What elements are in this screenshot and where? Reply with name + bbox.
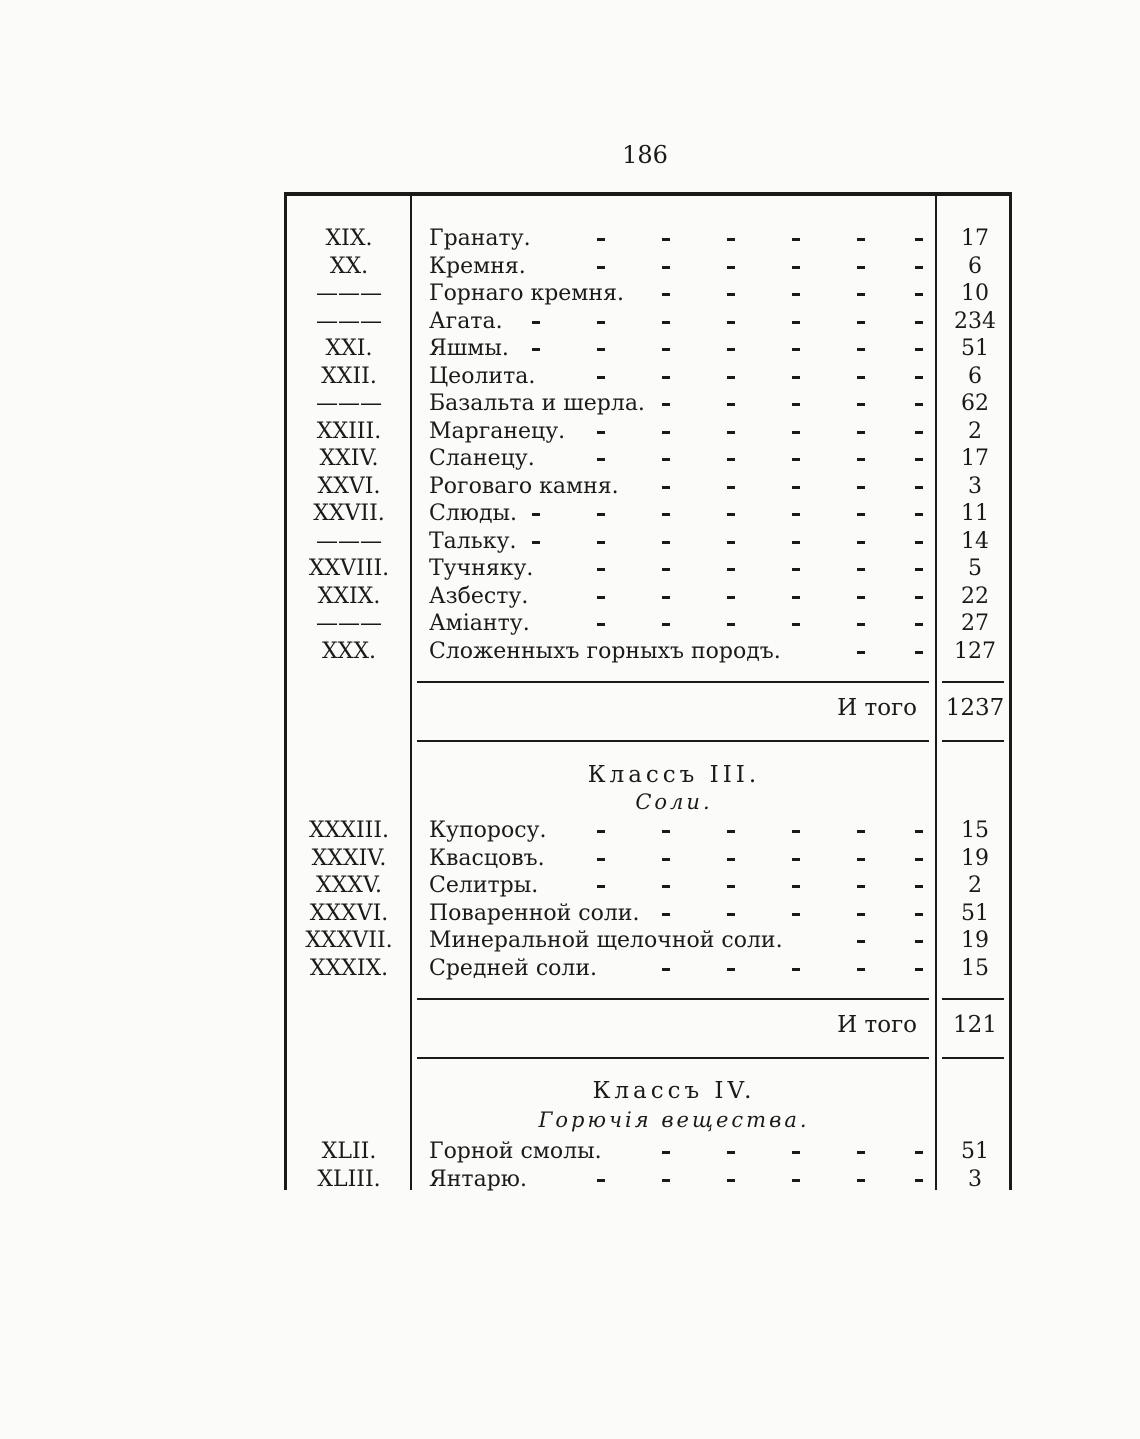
leader-dash (727, 431, 735, 434)
leader-dash (792, 348, 800, 351)
row-number: ——— (316, 281, 382, 306)
leader-dash (727, 913, 735, 916)
table-row (287, 363, 1009, 390)
row-number: ——— (316, 391, 382, 416)
leader-dashes (429, 253, 919, 280)
divider-rule (942, 998, 1004, 1000)
row-value: 17 (961, 446, 989, 471)
leader-dash (857, 596, 865, 599)
row-value: 2 (968, 873, 982, 898)
leader-dashes (429, 1138, 919, 1165)
leader-dash (792, 1151, 800, 1154)
table-row (287, 528, 1009, 555)
leader-dashes (429, 308, 919, 335)
leader-dash (915, 651, 923, 654)
row-name: Гранату. (429, 226, 531, 251)
leader-dash (727, 376, 735, 379)
leader-dash (532, 513, 540, 516)
leader-dash (727, 541, 735, 544)
leader-dash (727, 238, 735, 241)
page-number: 186 (622, 141, 668, 169)
row-name: Сложенныхъ горныхъ породъ. (429, 638, 781, 664)
leader-dash (857, 376, 865, 379)
row-number: XLII. (321, 1139, 377, 1164)
row-value: 62 (961, 391, 989, 416)
divider-rule (417, 740, 929, 742)
leader-dash (727, 513, 735, 516)
table-row (287, 500, 1009, 527)
leader-dash (792, 830, 800, 833)
leader-dashes (429, 900, 919, 927)
leader-dash (662, 568, 670, 571)
leader-dashes (429, 225, 919, 252)
leader-dash (857, 431, 865, 434)
leader-dash (915, 885, 923, 888)
row-name: Слюды. (429, 501, 518, 526)
leader-dashes (429, 955, 919, 982)
table-row (287, 335, 1009, 362)
leader-dash (915, 458, 923, 461)
leader-dash (792, 596, 800, 599)
class3-title: Классъ III. (587, 762, 761, 788)
leader-dashes (429, 418, 919, 445)
row-value: 19 (961, 845, 989, 871)
row-name: Роговаго камня. (429, 473, 619, 499)
leader-dash (857, 458, 865, 461)
leader-dash (727, 486, 735, 489)
leader-dash (597, 431, 605, 434)
row-name: Сланецу. (429, 446, 535, 471)
table-row (287, 418, 1009, 445)
table-row (287, 817, 1009, 844)
leader-dash (597, 266, 605, 269)
leader-dash (662, 830, 670, 833)
table-row (287, 280, 1009, 307)
leader-dash (792, 885, 800, 888)
row-value: 22 (961, 583, 989, 609)
class4-title: Классъ IV. (592, 1078, 756, 1104)
row-name: Селитры. (429, 873, 539, 898)
row-number: XXIV. (319, 446, 379, 471)
leader-dash (915, 913, 923, 916)
row-name: Яшмы. (429, 336, 509, 361)
row-name: Кремня. (429, 253, 526, 279)
leader-dash (727, 1151, 735, 1154)
leader-dash (727, 623, 735, 626)
leader-dash (857, 913, 865, 916)
total-row-class3 (287, 1010, 1009, 1040)
leader-dash (727, 321, 735, 324)
leader-dash (915, 568, 923, 571)
row-number: ——— (316, 308, 382, 334)
leader-dash (915, 348, 923, 351)
table-row (287, 555, 1009, 582)
row-name: Поваренной соли. (429, 900, 640, 926)
leader-dash (792, 623, 800, 626)
total-row-class2 (287, 693, 1009, 723)
row-name: Янтарю. (429, 1166, 527, 1192)
leader-dash (662, 968, 670, 971)
leader-dash (915, 376, 923, 379)
leader-dash (662, 1179, 670, 1182)
row-number: ——— (316, 611, 382, 636)
row-value: 5 (968, 556, 982, 581)
row-number: XXII. (321, 363, 377, 389)
leader-dash (662, 541, 670, 544)
row-value: 6 (968, 363, 982, 389)
leader-dash (857, 830, 865, 833)
row-number: XXXV. (315, 873, 383, 898)
row-number: XIX. (325, 226, 373, 251)
leader-dash (857, 293, 865, 296)
leader-dash (727, 266, 735, 269)
leader-dash (792, 568, 800, 571)
table-row (287, 473, 1009, 500)
table-row (287, 1138, 1009, 1165)
leader-dashes (429, 555, 919, 582)
leader-dash (915, 486, 923, 489)
table-row (287, 872, 1009, 899)
divider-rule (417, 1057, 929, 1059)
leader-dash (792, 858, 800, 861)
leader-dash (857, 885, 865, 888)
leader-dashes (429, 363, 919, 390)
leader-dash (915, 1151, 923, 1154)
row-name: Марганецу. (429, 418, 566, 444)
leader-dash (915, 968, 923, 971)
leader-dash (915, 1179, 923, 1182)
leader-dash (727, 568, 735, 571)
leader-dash (915, 541, 923, 544)
row-value: 11 (961, 501, 989, 526)
leader-dash (792, 376, 800, 379)
divider-rule (942, 681, 1004, 683)
row-number: XXXIII. (308, 818, 390, 843)
leader-dash (792, 913, 800, 916)
row-name: Горнаго кремня. (429, 281, 624, 306)
row-value: 10 (961, 281, 989, 306)
leader-dash (792, 968, 800, 971)
leader-dash (857, 321, 865, 324)
row-number: XXIX. (317, 583, 381, 609)
table-row (287, 390, 1009, 417)
leader-dash (727, 1179, 735, 1182)
leader-dashes (429, 335, 919, 362)
leader-dashes (429, 473, 919, 500)
table-row (287, 583, 1009, 610)
table-row (287, 445, 1009, 472)
leader-dash (915, 513, 923, 516)
leader-dash (915, 830, 923, 833)
leader-dash (662, 1151, 670, 1154)
leader-dash (662, 513, 670, 516)
leader-dashes (429, 1166, 919, 1193)
row-value: 234 (954, 308, 996, 334)
leader-dash (727, 348, 735, 351)
leader-dashes (429, 528, 919, 555)
total-label: И того (837, 1012, 917, 1038)
leader-dash (792, 321, 800, 324)
row-value: 127 (954, 638, 996, 664)
leader-dash (597, 885, 605, 888)
row-number: XXXIX. (309, 955, 389, 981)
leader-dash (857, 403, 865, 406)
row-value: 6 (968, 253, 982, 279)
leader-dash (792, 1179, 800, 1182)
leader-dash (915, 431, 923, 434)
leader-dash (532, 541, 540, 544)
divider-rule (417, 998, 929, 1000)
leader-dashes (429, 610, 919, 637)
leader-dash (857, 1179, 865, 1182)
row-number: XLIII. (317, 1166, 381, 1192)
leader-dash (915, 293, 923, 296)
divider-rule (942, 740, 1004, 742)
leader-dash (915, 858, 923, 861)
leader-dash (792, 238, 800, 241)
leader-dash (792, 486, 800, 489)
table-row (287, 927, 1009, 954)
class3-subtitle: Соли. (635, 790, 713, 814)
row-value: 51 (961, 900, 989, 926)
table-row (287, 638, 1009, 665)
row-name: Агата. (429, 308, 503, 334)
leader-dash (727, 293, 735, 296)
row-name: Азбесту. (429, 583, 529, 609)
table-row (287, 955, 1009, 982)
leader-dash (597, 623, 605, 626)
row-name: Минеральной щелочной соли. (429, 928, 783, 953)
leader-dashes (429, 872, 919, 899)
total-value: 121 (953, 1012, 997, 1038)
leader-dash (857, 486, 865, 489)
table-row (287, 845, 1009, 872)
leader-dash (597, 458, 605, 461)
leader-dash (792, 541, 800, 544)
leader-dash (792, 403, 800, 406)
leader-dashes (429, 927, 919, 954)
row-value: 51 (961, 1139, 989, 1164)
leader-dashes (429, 638, 919, 665)
leader-dash (727, 596, 735, 599)
row-number: XXVIII. (308, 556, 390, 581)
leader-dash (792, 266, 800, 269)
leader-dash (597, 568, 605, 571)
leader-dash (597, 348, 605, 351)
leader-dash (597, 238, 605, 241)
leader-dash (662, 623, 670, 626)
leader-dashes (429, 280, 919, 307)
leader-dash (532, 348, 540, 351)
leader-dash (727, 458, 735, 461)
leader-dash (727, 830, 735, 833)
row-number: XXI. (325, 336, 373, 361)
leader-dashes (429, 445, 919, 472)
leader-dash (857, 238, 865, 241)
table-row (287, 1166, 1009, 1193)
leader-dash (857, 940, 865, 943)
leader-dash (597, 858, 605, 861)
row-name: Горной смолы. (429, 1139, 602, 1164)
leader-dash (532, 321, 540, 324)
leader-dash (915, 596, 923, 599)
leader-dash (662, 486, 670, 489)
leader-dash (792, 293, 800, 296)
leader-dashes (429, 390, 919, 417)
leader-dash (662, 266, 670, 269)
class4-subtitle: Горючія вещества. (538, 1108, 810, 1132)
row-name: Квасцовъ. (429, 845, 545, 871)
leader-dashes (429, 500, 919, 527)
leader-dash (915, 623, 923, 626)
row-value: 17 (961, 226, 989, 251)
leader-dash (662, 913, 670, 916)
leader-dash (792, 431, 800, 434)
leader-dash (857, 858, 865, 861)
table-row (287, 900, 1009, 927)
leader-dash (915, 321, 923, 324)
leader-dash (792, 513, 800, 516)
row-value: 14 (961, 528, 989, 554)
row-value: 19 (961, 928, 989, 953)
row-name: Цеолита. (429, 363, 536, 389)
leader-dash (857, 348, 865, 351)
table-row (287, 225, 1009, 252)
leader-dash (662, 596, 670, 599)
total-label: И того (837, 695, 917, 721)
row-number: XX. (329, 253, 369, 279)
leader-dash (597, 1179, 605, 1182)
leader-dash (597, 321, 605, 324)
row-number: XXXVII. (305, 928, 393, 953)
row-value: 51 (961, 336, 989, 361)
leader-dash (597, 513, 605, 516)
leader-dash (662, 858, 670, 861)
row-number: XXXIV. (311, 845, 387, 871)
leader-dashes (429, 817, 919, 844)
leader-dash (857, 651, 865, 654)
row-number: XXVI. (317, 473, 381, 499)
leader-dashes (429, 845, 919, 872)
divider-rule (942, 1057, 1004, 1059)
leader-dash (857, 568, 865, 571)
row-value: 15 (961, 955, 989, 981)
leader-dash (915, 940, 923, 943)
row-name: Аміанту. (429, 611, 530, 636)
row-name: Тучняку. (429, 556, 534, 581)
total-value: 1237 (945, 695, 1005, 721)
row-name: Купоросу. (429, 818, 547, 843)
leader-dash (597, 376, 605, 379)
leader-dash (857, 623, 865, 626)
row-name: Тальку. (429, 528, 517, 554)
leader-dash (857, 513, 865, 516)
leader-dash (662, 458, 670, 461)
leader-dash (915, 403, 923, 406)
leader-dash (857, 266, 865, 269)
leader-dash (662, 376, 670, 379)
leader-dash (662, 431, 670, 434)
leader-dash (597, 596, 605, 599)
leader-dash (857, 968, 865, 971)
leader-dash (857, 541, 865, 544)
divider-rule (417, 681, 929, 683)
row-number: ——— (316, 528, 382, 554)
leader-dash (662, 403, 670, 406)
leader-dash (662, 885, 670, 888)
leader-dash (662, 293, 670, 296)
leader-dash (915, 266, 923, 269)
table-row (287, 610, 1009, 637)
leader-dashes (429, 583, 919, 610)
leader-dash (727, 885, 735, 888)
leader-dash (597, 541, 605, 544)
leader-dash (792, 458, 800, 461)
row-value: 27 (961, 611, 989, 636)
row-value: 15 (961, 818, 989, 843)
table-row (287, 308, 1009, 335)
leader-dash (857, 1151, 865, 1154)
row-value: 3 (968, 1166, 982, 1192)
leader-dash (915, 238, 923, 241)
row-number: XXX. (322, 638, 376, 664)
table-row (287, 253, 1009, 280)
row-name: Базальта и шерла. (429, 391, 645, 416)
leader-dash (727, 968, 735, 971)
row-number: XXVII. (313, 501, 385, 526)
leader-dash (597, 830, 605, 833)
leader-dash (727, 858, 735, 861)
leader-dash (662, 321, 670, 324)
leader-dash (662, 238, 670, 241)
row-name: Средней соли. (429, 955, 598, 981)
leader-dash (727, 403, 735, 406)
leader-dash (662, 348, 670, 351)
row-number: XXIII. (316, 418, 382, 444)
catalog-table (284, 192, 1012, 1190)
row-value: 3 (968, 473, 982, 499)
row-number: XXXVI. (309, 900, 389, 926)
row-value: 2 (968, 418, 982, 444)
